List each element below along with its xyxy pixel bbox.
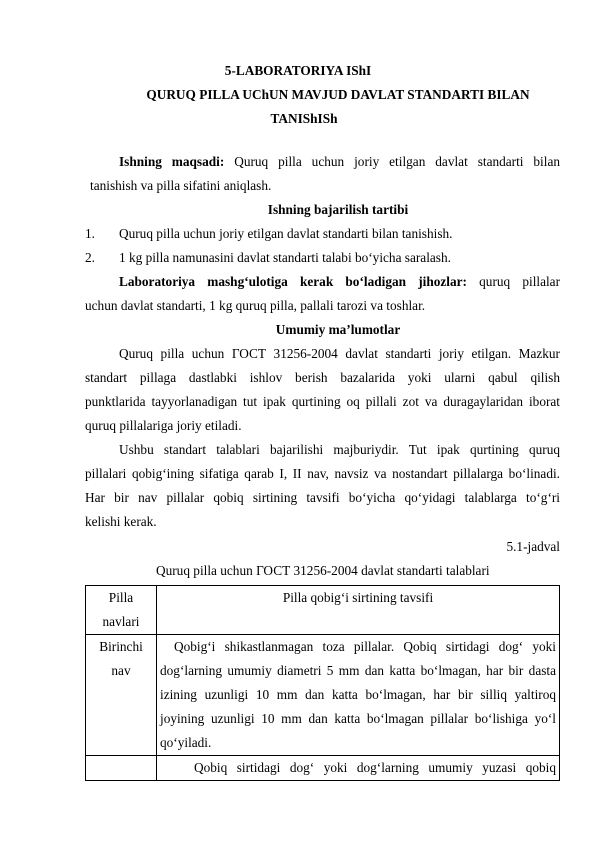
header-cell-grade <box>86 586 157 635</box>
table-row <box>86 635 560 756</box>
row2-description-cell <box>157 756 560 781</box>
row1-grade-cell <box>86 635 157 756</box>
procedure-item-1-text: Quruq pilla uchun joriy etilgan davlat standarti bilan tanishish. <box>119 226 453 241</box>
general-p2-line-4: kelishi kerak. <box>85 514 157 529</box>
general-p2-line-2: pillalari qobig‘ining sifatiga qarab I, II nav, navsiz va nostandart pillalarga bo‘linadi. <box>85 466 560 481</box>
goal-text-1: Quruq pilla uchun joriy etilgan davlat standarti bilan <box>224 154 560 169</box>
row1-desc-line-1: Qobig‘i shikastlanmagan toza pillalar. Qobiq sirtidagi dog‘ yoki <box>174 639 556 654</box>
row1-desc-line-4: joyining uzunligi 10 mm dan katta bo‘lmagan pillalar bo‘lishiga yo‘l <box>160 711 556 726</box>
header-cell-description <box>157 586 560 635</box>
procedure-item-1-num: 1. <box>85 226 95 241</box>
general-p1-line-4: quruq pillalariga joriy etiladi. <box>85 418 242 433</box>
header-description: Pilla qobig‘i sirtining tavsifi <box>282 590 434 605</box>
goal-line-1 <box>119 154 560 170</box>
table-row <box>86 756 560 781</box>
equipment-text-1: quruq pillalar <box>466 274 561 289</box>
procedure-heading: Ishning bajarilish tartibi <box>267 202 409 217</box>
header-grade-line-1: Pilla <box>108 590 134 605</box>
table-header-row <box>86 586 560 635</box>
goal-text-2: tanishish va pilla sifatini aniqlash. <box>90 178 272 193</box>
equipment-line-1 <box>119 274 560 290</box>
row2-grade-cell <box>86 756 157 781</box>
row1-desc-line-2: dog‘larning umumiy diametri 5 mm dan katta bo‘lmagan, har bir dasta <box>160 663 556 678</box>
row1-desc-line-3: izining uzunligi 10 mm dan katta bo‘lmagan, har bir silliq yaltiroq <box>160 687 556 702</box>
standards-table <box>85 585 560 781</box>
row1-desc-line-5: qo‘yiladi. <box>160 735 212 750</box>
general-heading: Umumiy ma’lumotlar <box>275 322 401 337</box>
goal-label: Ishning maqsadi: <box>119 154 225 169</box>
row1-description-cell <box>157 635 560 756</box>
lab-subtitle: QURUQ PILLA UChUN MAVJUD DAVLAT STANDARTI BILAN <box>146 87 530 102</box>
row1-grade-line-2: nav <box>111 663 131 678</box>
equipment-label: Laboratoriya mashg‘ulotiga kerak bo‘ladigan jihozlar: <box>119 274 467 289</box>
equipment-text-2: uchun davlat standarti, 1 kg quruq pilla, pallali tarozi va toshlar. <box>85 298 426 313</box>
table-label: 5.1-jadval <box>506 539 560 554</box>
table-caption: Quruq pilla uchun ГОСТ 31256-2004 davlat standarti talablari <box>156 563 490 578</box>
row1-grade-line-1: Birinchi <box>99 639 143 654</box>
general-p1-line-2: standart pillaga dastlabki ishlov berish bazalarida yoki ularni qabul qilish <box>85 370 560 385</box>
general-p2-line-1: Ushbu standart talablari bajarilishi majburiydir. Tut ipak qurtining quruq <box>119 442 560 457</box>
procedure-item-2-num: 2. <box>85 250 95 265</box>
procedure-item-2-text: 1 kg pilla namunasini davlat standarti talabi bo‘yicha saralash. <box>119 250 451 265</box>
general-p2-line-3: Har bir nav pillalar qobiq sirtining tavsifi bo‘yicha qo‘yidagi talablarga to‘g‘ri <box>85 490 560 505</box>
lab-title: 5-LABORATORIYA IShI <box>224 63 372 78</box>
lab-subtitle-cont: TANIShISh <box>270 111 338 126</box>
general-p1-line-3: punktlarida tayyorlanadigan tut ipak qurtining oq pillali zot va duragaylaridan iborat <box>85 394 560 409</box>
row2-desc-line-1: Qobiq sirtidagi dog‘ yoki dog‘larning umumiy yuzasi qobiq <box>194 760 556 775</box>
header-grade-line-2: navlari <box>102 614 140 629</box>
general-p1-line-1: Quruq pilla uchun ГОСТ 31256-2004 davlat standarti joriy etilgan. Mazkur <box>119 346 560 361</box>
